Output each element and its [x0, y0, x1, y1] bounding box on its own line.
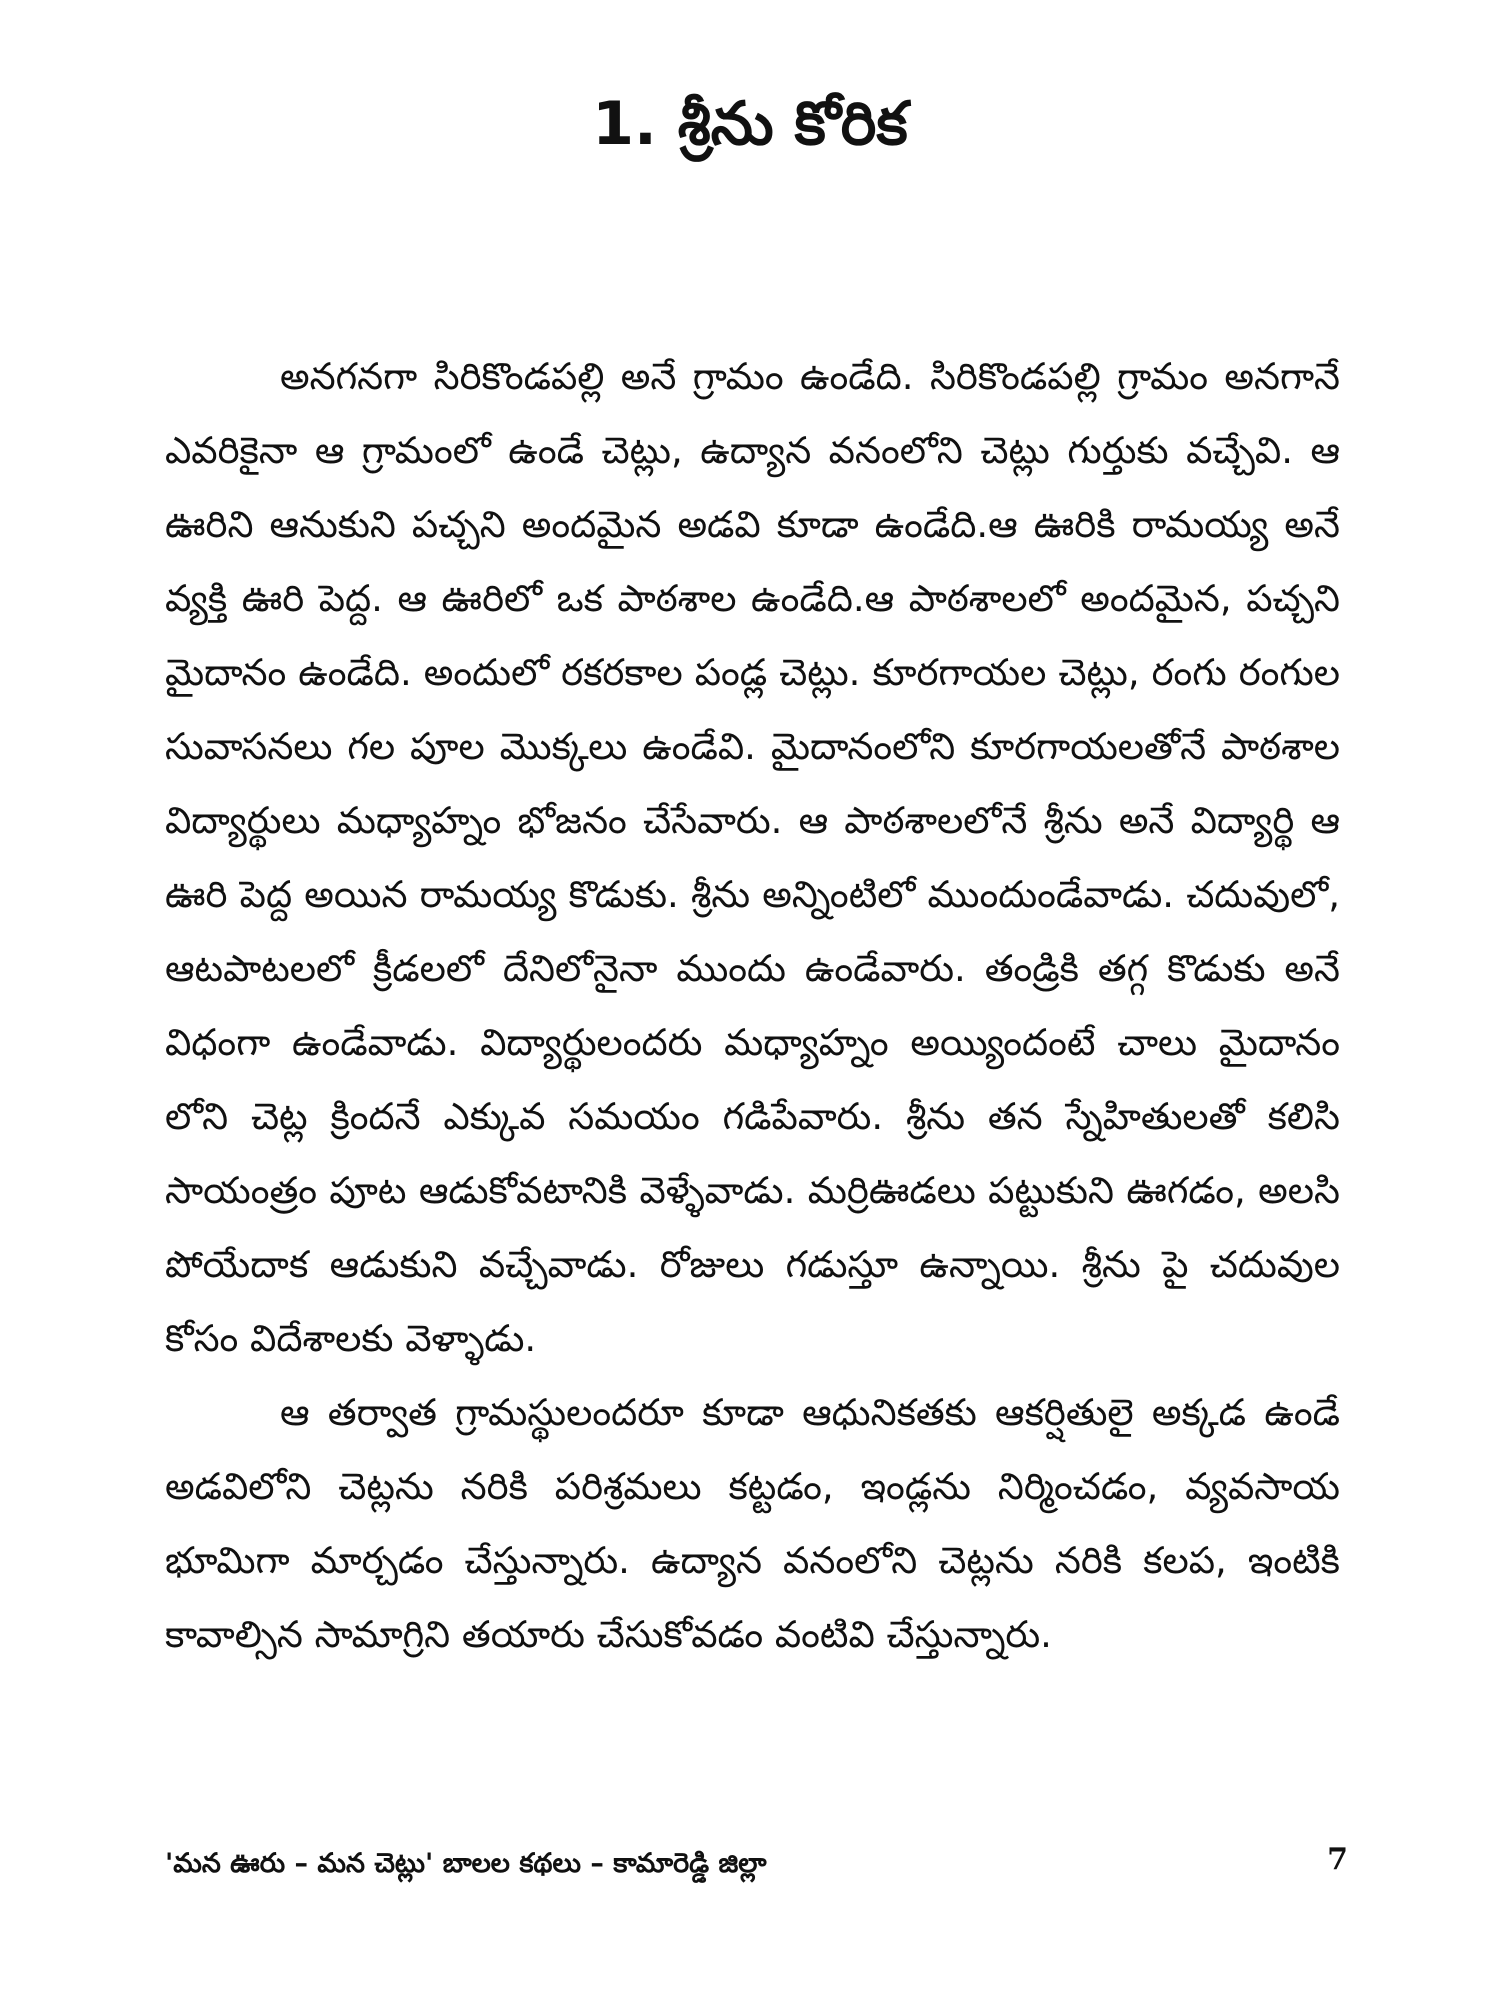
- story-body: [165, 340, 1340, 1672]
- page-number: 7: [1327, 1842, 1348, 1877]
- page-title: 1. శ్రీను కోరిక: [592, 89, 908, 159]
- footer-series-title: 'మన ఊరు – మన చెట్లు' బాలల కథలు – కామారెడ్డి జిల్లా: [165, 1848, 767, 1879]
- story-paragraph-1: అనగనగా సిరికొండపల్లి అనే గ్రామం ఉండేది. సిరికొండపల్లి గ్రామం అనగానే ఎవరికైనా ఆ గ్రామంలో ఉండే చెట్లు, ఉద్యాన వనంలోని చెట్లు గుర్తుకు వచ్చేవి. ఆ ఊరిని ఆనుకుని పచ్చని అందమైన అడవి కూడా ఉండేది.ఆ ఊరికి రామయ్య అనే వ్యక్తి ఊరి పెద్ద. ఆ ఊరిలో ఒక పాఠశాల ఉండేది.ఆ పాఠశాలలో అందమైన, పచ్చని మైదానం ఉండేది. అందులో రకరకాల పండ్ల చెట్లు. కూరగాయల చెట్లు, రంగు రంగుల సువాసనలు గల పూల మొక్కలు ఉండేవి. మైదానంలోని కూరగాయలతోనే పాఠశాల విద్యార్థులు మధ్యాహ్నం భోజనం చేసేవారు. ఆ పాఠశాలలోనే శ్రీను అనే విద్యార్థి ఆ ఊరి పెద్ద అయిన రామయ్య కొడుకు. శ్రీను అన్నింటిలో ముందుండేవాడు. చదువులో, ఆటపాటలలో క్రీడలలో దేనిలోనైనా ముందు ఉండేవారు. తండ్రికి తగ్గ కొడుకు అనే విధంగా ఉండేవాడు. విద్యార్థులందరు మధ్యాహ్నం అయ్యిందంటే చాలు మైదానం లోని చెట్ల క్రిందనే ఎక్కువ సమయం గడిపేవారు. శ్రీను తన స్నేహితులతో కలిసి సాయంత్రం పూట ఆడుకోవటానికి వెళ్ళేవాడు. మర్రిఊడలు పట్టుకుని ఊగడం, అలసి పోయేదాక ఆడుకుని వచ్చేవాడు. రోజులు గడుస్తూ ఉన్నాయి. శ్రీను పై చదువుల కోసం విదేశాలకు వెళ్ళాడు.: [165, 355, 1340, 1360]
- story-paragraph-2: ఆ తర్వాత గ్రామస్థులందరూ కూడా ఆధునికతకు ఆకర్షితులై అక్కడ ఉండే అడవిలోని చెట్లను నరికి పరిశ్రమలు కట్టడం, ఇండ్లను నిర్మించడం, వ్యవసాయ భూమిగా మార్చడం చేస్తున్నారు. ఉద్యాన వనంలోని చెట్లను నరికి కలప, ఇంటికి కావాల్సిన సామాగ్రిని తయారు చేసుకోవడం వంటివి చేస్తున్నారు.: [165, 1391, 1340, 1656]
